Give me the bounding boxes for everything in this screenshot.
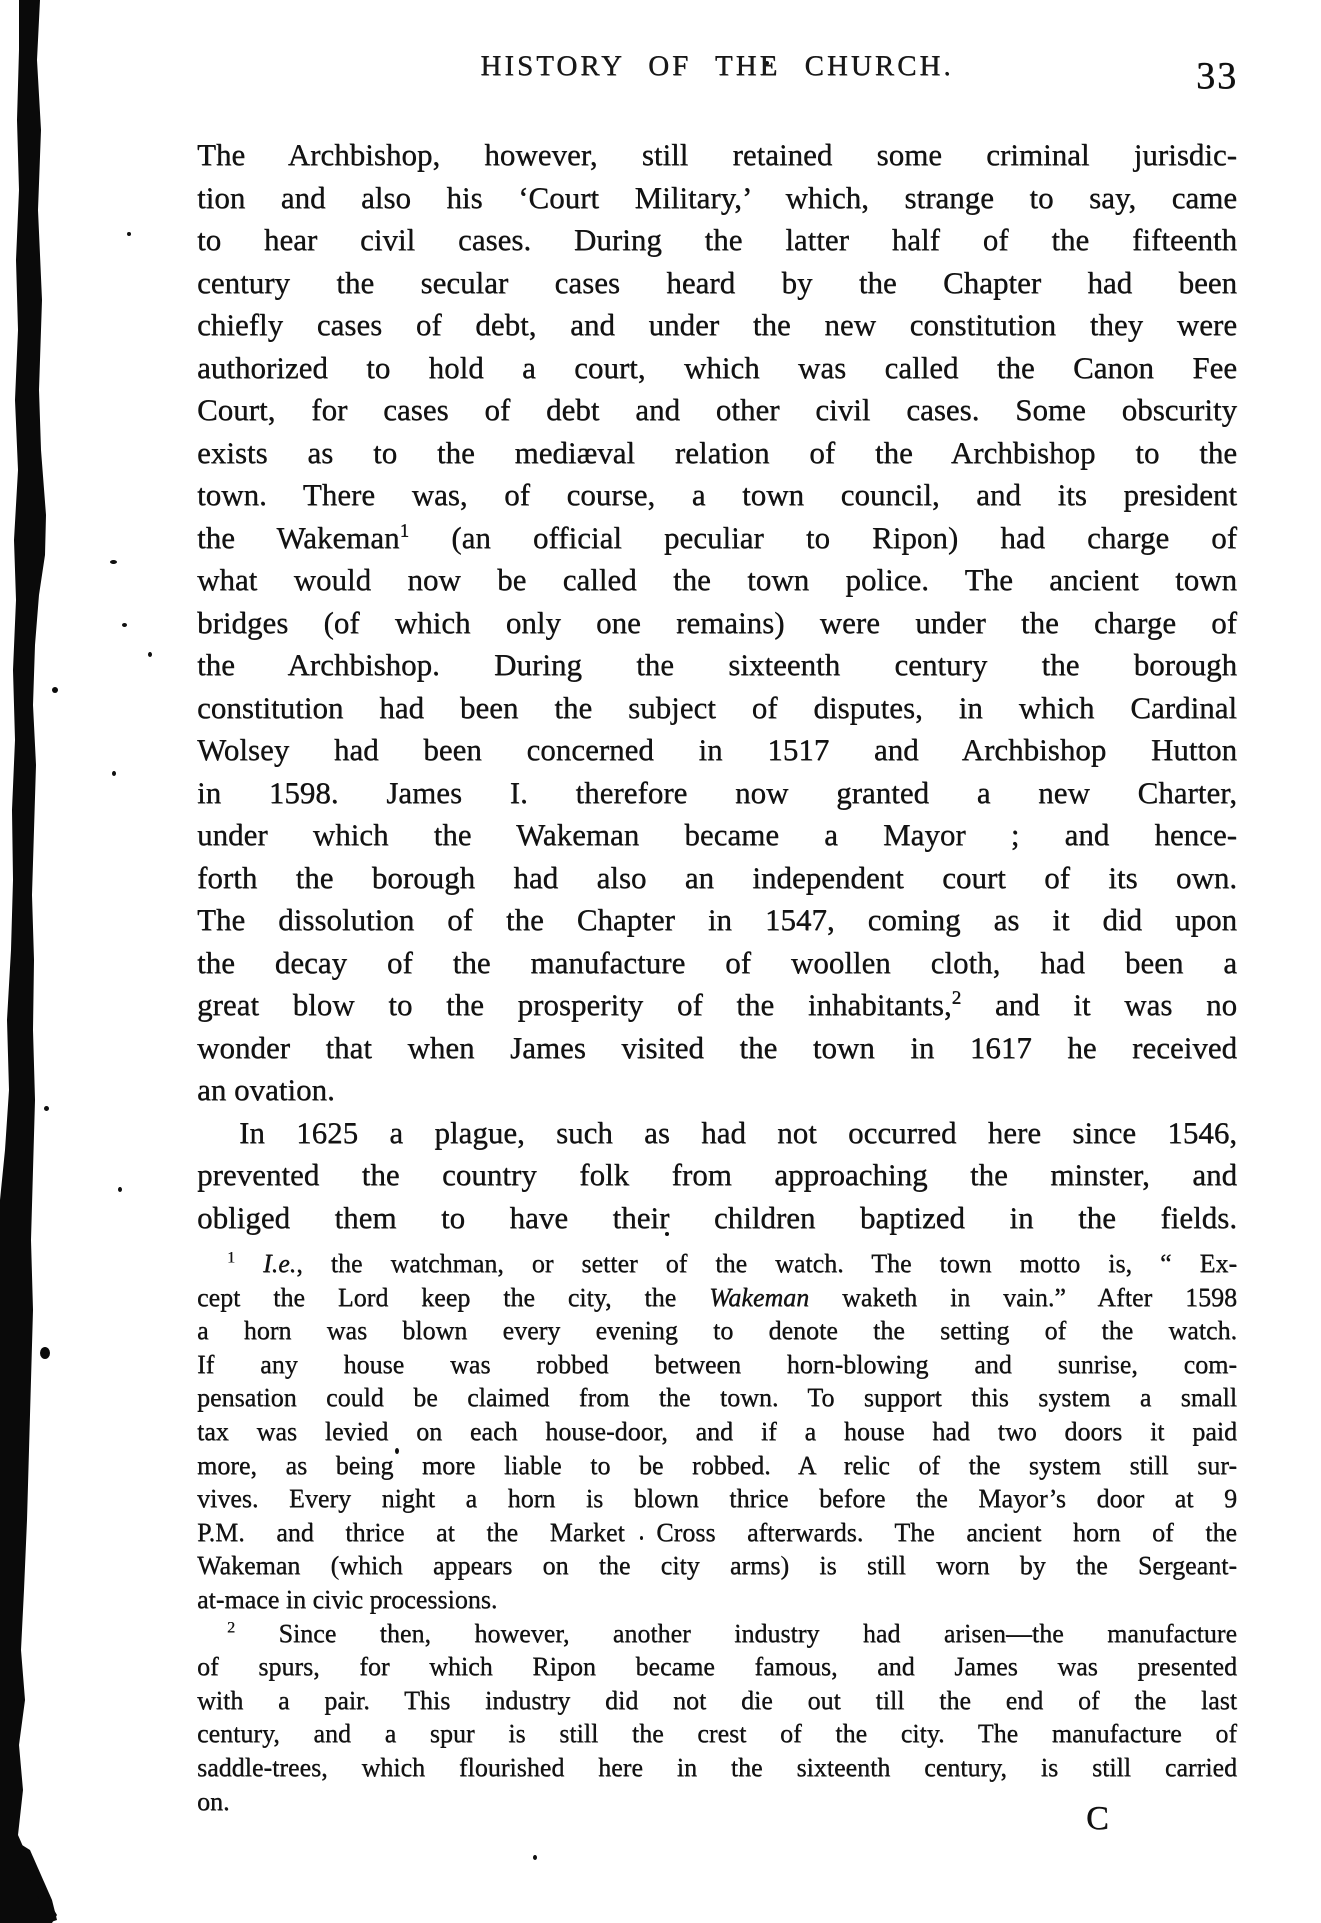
text-segment: and it was no [961,987,1237,1022]
scan-speck [118,1187,122,1192]
body-line: tion and also his ‘Court Military,’ which, strange to say, came [197,179,1237,215]
scan-speck [44,1106,49,1111]
footnote-marker: 1 [227,1249,236,1267]
body-line: to hear civil cases. During the latter half of the fifteenth [197,222,1237,257]
footnote-line: vives. Every night a horn is blown thrice before the Mayor’s door at 9 [197,1484,1237,1514]
footnote-line: P.M. and thrice at the Market Cross afterwards. The ancient horn of the [197,1517,1237,1547]
body-line: bridges (of which only one remains) were under the charge of [197,604,1237,640]
footnote-line: of spurs, for which Ripon became famous, and James was presented [197,1652,1237,1682]
text-segment: Wakeman [709,1282,810,1312]
body-text [197,134,1237,1239]
body-line [197,984,1237,1027]
text-segment: Since then, however, another industry had arisen—the manufacture [235,1618,1237,1648]
text-segment: great blow to the prosperity of the inhabitants, [197,987,952,1022]
footnote-line: century, and a spur is still the crest of the city. The manufacture of [197,1719,1237,1749]
text-segment: waketh in vain.” After 1598 [809,1282,1237,1312]
body-line: what would now be called the town police. The ancient town [197,562,1237,597]
footnote-line [197,1247,1237,1281]
footnote-marker: 1 [399,520,410,542]
body-line: wonder that when James visited the town in 1617 he received [197,1029,1237,1065]
body-line: The Archbishop, however, still retained some criminal jurisdic- [197,137,1237,172]
footnote-marker: 2 [951,987,962,1009]
body-line: constitution had been the subject of disputes, in which Cardinal [197,689,1237,725]
scan-speck [122,623,127,627]
scan-binding-artifact [0,0,80,1923]
body-line: prevented the country folk from approaching the minster, and [197,1157,1237,1192]
body-line: century the secular cases heard by the Chapter had been [197,264,1237,300]
scan-speck [112,771,116,776]
body-line: chiefly cases of debt, and under the new constitution they were [197,307,1237,342]
body-line [197,517,1237,560]
body-line: The dissolution of the Chapter in 1547, coming as it did upon [197,902,1237,937]
body-line: under which the Wakeman became a Mayor ; and hence- [197,817,1237,852]
text-segment: I.e. [263,1249,297,1278]
footnote-line: If any house was robbed between horn-blowing and sunrise, com- [197,1349,1237,1379]
text-segment [235,1249,263,1278]
text-segment: , the watchman, or setter of the watch. The town motto is, “ Ex- [296,1249,1238,1278]
body-line: the decay of the manufacture of woollen cloth, had been a [197,944,1237,980]
scan-speck [148,652,152,657]
footnote-line: Wakeman (which appears on the city arms) is still worn by the Sergeant- [197,1551,1237,1581]
footnote-marker: 2 [227,1618,236,1636]
text-segment: the Wakeman [197,519,400,555]
text-segment: (an official peculiar to Ripon) had charge of [409,519,1237,555]
scan-speck [127,232,131,236]
body-line: an ovation. [197,1072,335,1107]
scan-speck [110,560,117,564]
body-line: town. There was, of course, a town council, and its president [197,477,1237,512]
scan-speck [533,1855,537,1860]
body-line: In 1625 a plague, such as had not occurred here since 1546, [239,1114,1237,1150]
body-line: forth the borough had also an independent court of its own. [197,859,1237,895]
footnote-line [197,1617,1237,1651]
body-line: authorized to hold a court, which was called the Canon Fee [197,349,1237,385]
running-header: HISTORY OF THE CHURCH. [480,50,954,82]
footnote-line: a horn was blown every evening to denote the setting of the watch. [197,1316,1237,1346]
footnote-line: with a pair. This industry did not die out till the end of the last [197,1685,1237,1715]
footnotes [197,1247,1237,1818]
footnote-line: pensation could be claimed from the town. To support this system a small [197,1383,1237,1413]
text-segment: cept the Lord keep the city, the [197,1282,710,1312]
footnote-line: tax was levied on each house-door, and if a house had two doors it paid [197,1416,1237,1446]
body-line: the Archbishop. During the sixteenth century the borough [197,647,1237,682]
body-line: exists as to the mediæval relation of the Archbishop to the [197,434,1237,470]
footnote-line: saddle-trees, which flourished here in the sixteenth century, is still carried [197,1752,1237,1782]
page-number: 33 [1196,55,1238,97]
body-line: obliged them to have their children baptized in the fields. [197,1199,1237,1235]
footnote-line: on. [197,1786,230,1816]
body-line: Court, for cases of debt and other civil cases. Some obscurity [197,392,1237,427]
body-line: Wolsey had been concerned in 1517 and Archbishop Hutton [197,732,1237,767]
footnote-line: at-mace in civic processions. [197,1584,498,1614]
signature-mark: C [1086,1800,1109,1837]
body-line: in 1598. James I. therefore now granted a new Charter, [197,774,1237,810]
footnote-line [197,1281,1237,1315]
footnote-line: more, as being more liable to be robbed. A relic of the system still sur- [197,1450,1237,1480]
